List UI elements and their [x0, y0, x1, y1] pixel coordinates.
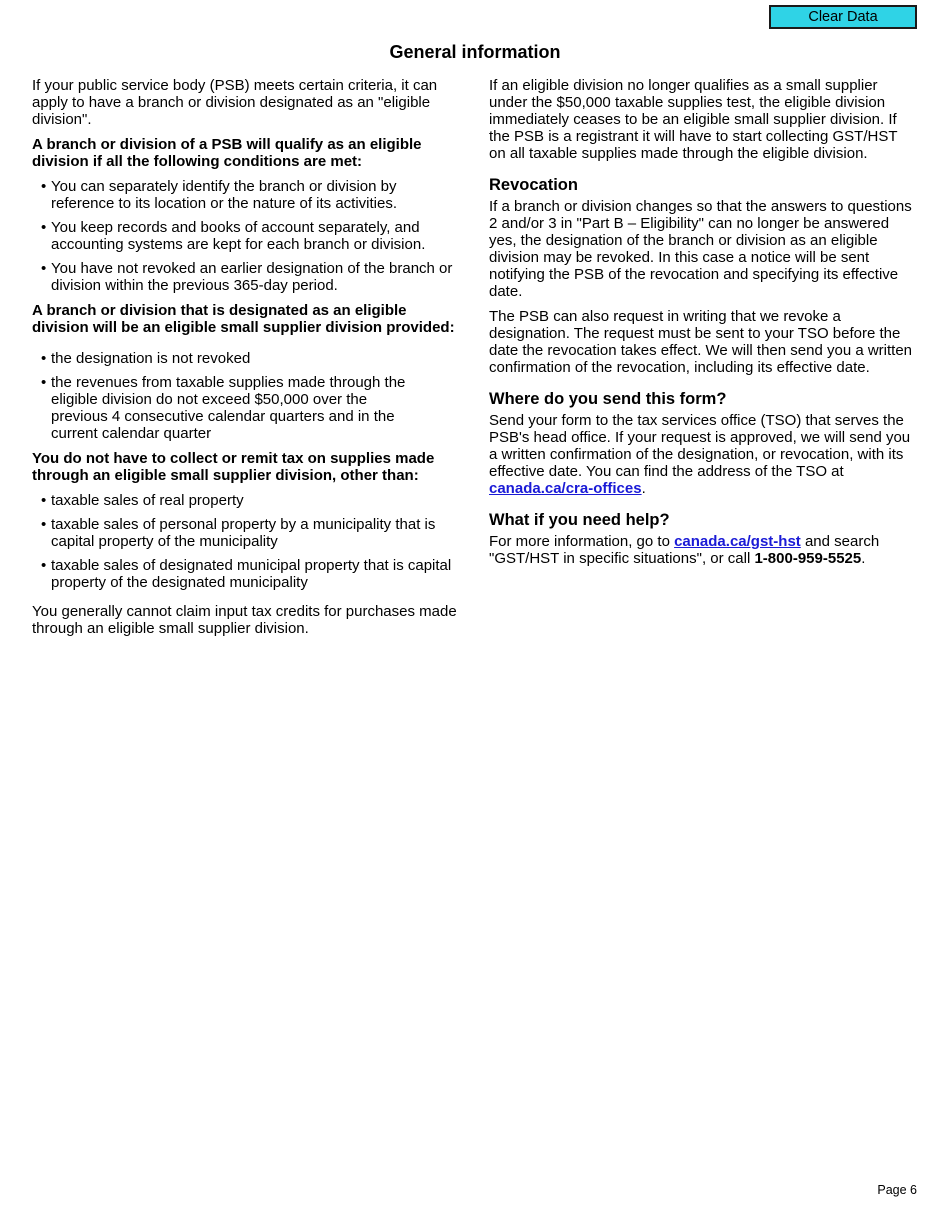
list-item: • You can separately identify the branch or division by reference to its location or the nature of its activities.: [41, 178, 398, 212]
list-item: • taxable sales of real property: [41, 492, 244, 509]
gst-hst-link[interactable]: canada.ca/gst-hst: [674, 533, 801, 550]
clear-data-button[interactable]: Clear Data: [769, 5, 917, 29]
right-column: [489, 77, 917, 575]
list-item: • taxable sales of personal property by a municipality that is capital property of the municipality: [41, 516, 436, 550]
help-phone-number: 1-800-959-5525: [754, 550, 862, 567]
page-title: General information: [389, 42, 561, 62]
cra-offices-link[interactable]: canada.ca/cra-offices: [489, 480, 642, 497]
list-item: • the revenues from taxable supplies made through the eligible division do not exceed $50,000 over the previous 4 consecutive calendar quarters and in the current calendar quarter: [41, 374, 406, 442]
intro-paragraph: If your public service body (PSB) meets certain criteria, it can apply to have a branch or division designated as an "eligible division".: [32, 77, 438, 128]
revocation-heading: Revocation: [489, 176, 578, 194]
help-heading: What if you need help?: [489, 511, 670, 529]
conditions-heading: A branch or division of a PSB will qualify as an eligible division if all the following conditions are met:: [32, 136, 422, 170]
list-item: • You keep records and books of account separately, and accounting systems are kept for each branch or division.: [41, 219, 426, 253]
no-longer-qualifies-paragraph: If an eligible division no longer qualifies as a small supplier under the $50,000 taxable supplies test, the eligible division immediately ceases to be an eligible small supplier division. If the PSB is a registrant it will have to start collecting GST/HST on all taxable supplies made through the eligible division.: [489, 77, 898, 162]
list-item: • You have not revoked an earlier designation of the branch or division within the previous 365-day period.: [41, 260, 453, 294]
send-form-heading: Where do you send this form?: [489, 390, 727, 408]
bullet-icon: •: [41, 350, 47, 367]
conditions-list: [32, 178, 457, 294]
list-item: • the designation is not revoked: [41, 350, 251, 367]
send-form-paragraph: Send your form to the tax services office (TSO) that serves the PSB's head office. If your request is approved, we will send you a written confirmation of the designation, or revocation, with its effective date. You can find the address of the TSO at canada.ca/cra-offices.: [489, 412, 911, 497]
bullet-icon: •: [41, 557, 47, 574]
bullet-icon: •: [41, 178, 47, 195]
page-number: Page 6: [877, 1183, 917, 1197]
bullet-icon: •: [41, 219, 47, 236]
help-paragraph: For more information, go to canada.ca/gst-hst and search "GST/HST in specific situations", or call 1-800-959-5525.: [489, 533, 880, 567]
bullet-icon: •: [41, 492, 47, 509]
revocation-paragraph-2: The PSB can also request in writing that we revoke a designation. The request must be sent to your TSO before the date the revocation takes effect. We will then send you a written confirmation of the revocation, including its effective date.: [489, 308, 913, 376]
bullet-icon: •: [41, 374, 47, 391]
bullet-icon: •: [41, 260, 47, 277]
collect-heading: You do not have to collect or remit tax on supplies made through an eligible small supplier division, other than:: [32, 450, 435, 484]
left-column: [32, 77, 457, 645]
collect-list: [32, 492, 457, 591]
revocation-paragraph-1: If a branch or division changes so that the answers to questions 2 and/or 3 in "Part B – Eligibility" can no longer be answered yes, the designation of the branch or division as an eligible division may be revoked. In this case a notice will be sent notifying the PSB of the revocation and specifying its effective date.: [489, 198, 912, 300]
itc-note: You generally cannot claim input tax credits for purchases made through an eligible small supplier division.: [32, 603, 457, 637]
small-supplier-list: [32, 350, 457, 442]
small-supplier-heading: A branch or division that is designated as an eligible division will be an eligible small supplier division provided:: [32, 302, 455, 336]
bullet-icon: •: [41, 516, 47, 533]
list-item: • taxable sales of designated municipal property that is capital property of the designated municipality: [41, 557, 452, 591]
